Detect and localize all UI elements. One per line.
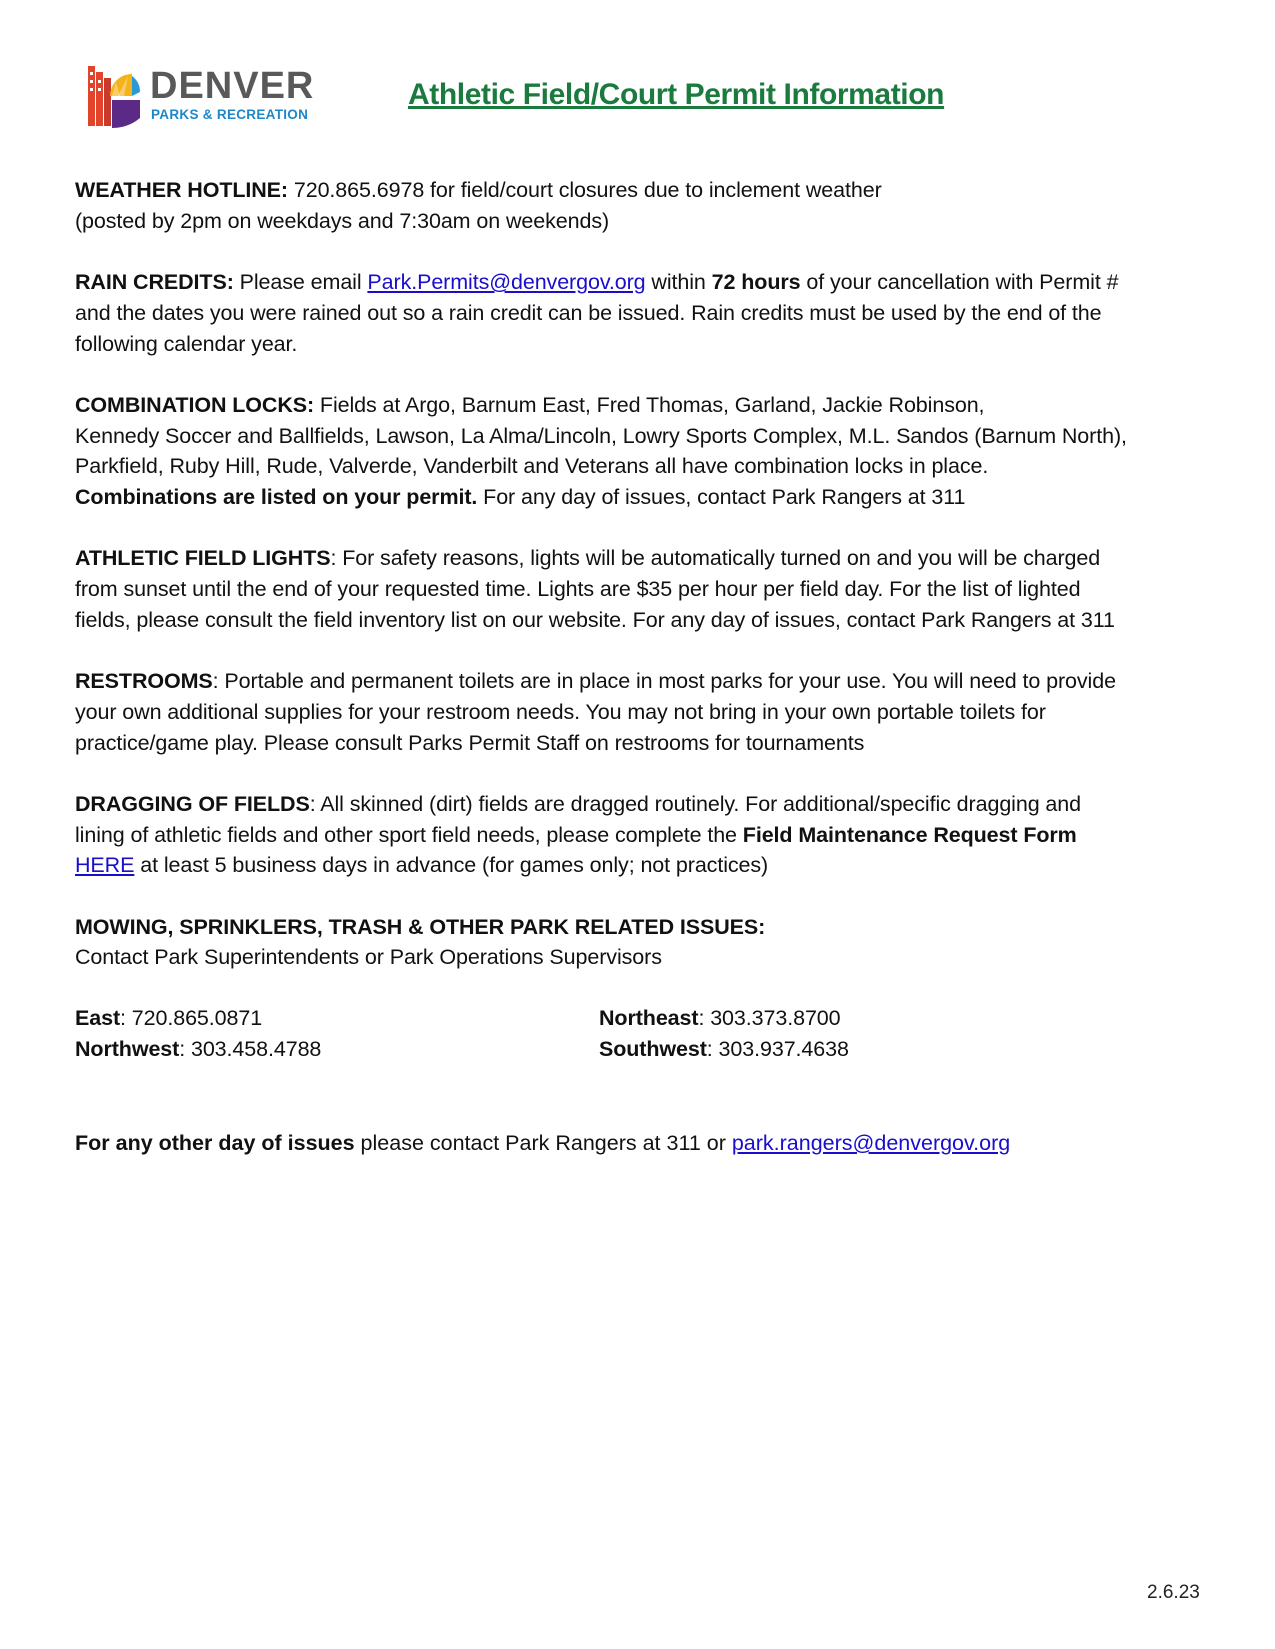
rangers-email-link[interactable]: park.rangers@denvergov.org (731, 1131, 1011, 1155)
locks-heading: COMBINATION LOCKS: (75, 392, 315, 417)
rain-heading: RAIN CREDITS: (75, 270, 234, 295)
dragging-line-3 (75, 850, 1205, 881)
other-issues-text: please contact Park Rangers at 311 or (354, 1131, 732, 1155)
rain-line-2: and the dates you were rained out so a rain credit can be issued. Rain credits must be used by the end of the (75, 300, 1102, 325)
dragging-text-1: : All skinned (dirt) fields are dragged routinely. For additional/specific dragging and (309, 791, 1082, 816)
contact-northwest (75, 1034, 321, 1065)
restrooms-line-1 (75, 666, 1205, 697)
page-title: Athletic Field/Court Permit Information (408, 78, 945, 111)
denver-parks-logo (88, 62, 338, 132)
supervisor-contacts (75, 1003, 1205, 1095)
lights-text-1: : For safety reasons, lights will be automatically turned on and you will be charged (330, 546, 1101, 571)
rain-pre: Please email (233, 270, 368, 295)
lights-heading: ATHLETIC FIELD LIGHTS (75, 546, 331, 571)
restrooms-line-2: your own additional supplies for your restroom needs. You may not bring in your own portable toilets for (75, 699, 1046, 724)
contact-phone: : 303.937.4638 (706, 1037, 849, 1062)
lights-line-2: from sunset until the end of your requested time. Lights are $35 per hour per field day. For the list of lighted (75, 577, 1081, 602)
document-body (75, 175, 1205, 1095)
contact-label: Northeast (599, 1006, 699, 1031)
weather-line-1 (75, 175, 1205, 206)
dragging-section (75, 789, 1205, 881)
contact-label: Southwest (599, 1037, 707, 1062)
combination-locks-section (75, 390, 1205, 513)
maintenance-form-name: Field Maintenance Request Form (742, 822, 1077, 847)
dragging-line-2 (75, 820, 1205, 851)
rain-credits-section (75, 267, 1205, 359)
weather-heading: WEATHER HOTLINE: (75, 178, 288, 202)
locks-text-1: Fields at Argo, Barnum East, Fred Thomas, Garland, Jackie Robinson, (314, 392, 985, 417)
mowing-heading: MOWING, SPRINKLERS, TRASH & OTHER PARK RELATED ISSUES: (75, 914, 766, 939)
contact-northeast (599, 1003, 841, 1034)
weather-text: 720.865.6978 for field/court closures due to inclement weather (287, 178, 882, 202)
locks-bold-note: Combinations are listed on your permit. (75, 485, 478, 509)
rain-line-1 (75, 267, 1205, 298)
contact-label: Northwest (75, 1037, 180, 1062)
document-date: 2.6.23 (1147, 1582, 1200, 1603)
denver-logo-icon (88, 62, 140, 130)
restrooms-line-3: practice/game play. Please consult Parks Permit Staff on restrooms for tournaments (75, 730, 865, 755)
restrooms-heading: RESTROOMS (75, 669, 213, 694)
contact-phone: : 303.458.4788 (179, 1037, 322, 1062)
mowing-text: Contact Park Superintendents or Park Operations Supervisors (75, 945, 662, 970)
maintenance-form-link[interactable]: HERE (75, 853, 135, 878)
logo-wordmark: DENVER (150, 65, 315, 107)
contact-east (75, 1003, 262, 1034)
lights-line-3: fields, please consult the field inventory list on our website. For any day of issues, contact Park Rangers at 311 (75, 607, 1115, 632)
dragging-heading: DRAGGING OF FIELDS (75, 791, 310, 816)
other-issues-line (75, 1131, 1010, 1156)
dragging-text-3: at least 5 business days in advance (for games only; not practices) (134, 853, 769, 878)
rain-post: of your cancellation with Permit # (800, 270, 1119, 295)
weather-section (75, 175, 1205, 236)
contact-label: East (75, 1006, 121, 1031)
logo-subtitle: PARKS & RECREATION (151, 107, 309, 122)
dragging-line-1 (75, 789, 1205, 820)
locks-line-2: Kennedy Soccer and Ballfields, Lawson, La Alma/Lincoln, Lowry Sports Complex, M.L. Sandos (Barnum North), (75, 423, 1127, 448)
field-lights-section (75, 543, 1205, 635)
locks-line-4 (75, 482, 1205, 513)
locks-line-3: Parkfield, Ruby Hill, Rude, Valverde, Vanderbilt and Veterans all have combination locks in place. (75, 454, 989, 479)
contact-southwest (599, 1034, 849, 1065)
weather-line-2: (posted by 2pm on weekdays and 7:30am on weekends) (75, 208, 610, 233)
locks-line-1 (75, 390, 1205, 421)
lights-line-1 (75, 543, 1205, 574)
contact-phone: : 720.865.0871 (120, 1006, 263, 1031)
rain-hours: 72 hours (711, 270, 801, 295)
restrooms-text-1: : Portable and permanent toilets are in place in most parks for your use. You will need to provide (212, 669, 1116, 694)
rain-line-3: following calendar year. (75, 331, 298, 356)
rain-mid: within (645, 270, 712, 295)
contact-phone: : 303.373.8700 (698, 1006, 841, 1031)
dragging-text-2: lining of athletic fields and other sport field needs, please complete the (75, 822, 743, 847)
permits-email-link[interactable]: Park.Permits@denvergov.org (367, 270, 646, 295)
locks-text-4: For any day of issues, contact Park Rangers at 311 (477, 485, 966, 509)
mowing-section (75, 912, 1205, 973)
restrooms-section (75, 666, 1205, 758)
other-issues-bold: For any other day of issues (75, 1131, 355, 1155)
